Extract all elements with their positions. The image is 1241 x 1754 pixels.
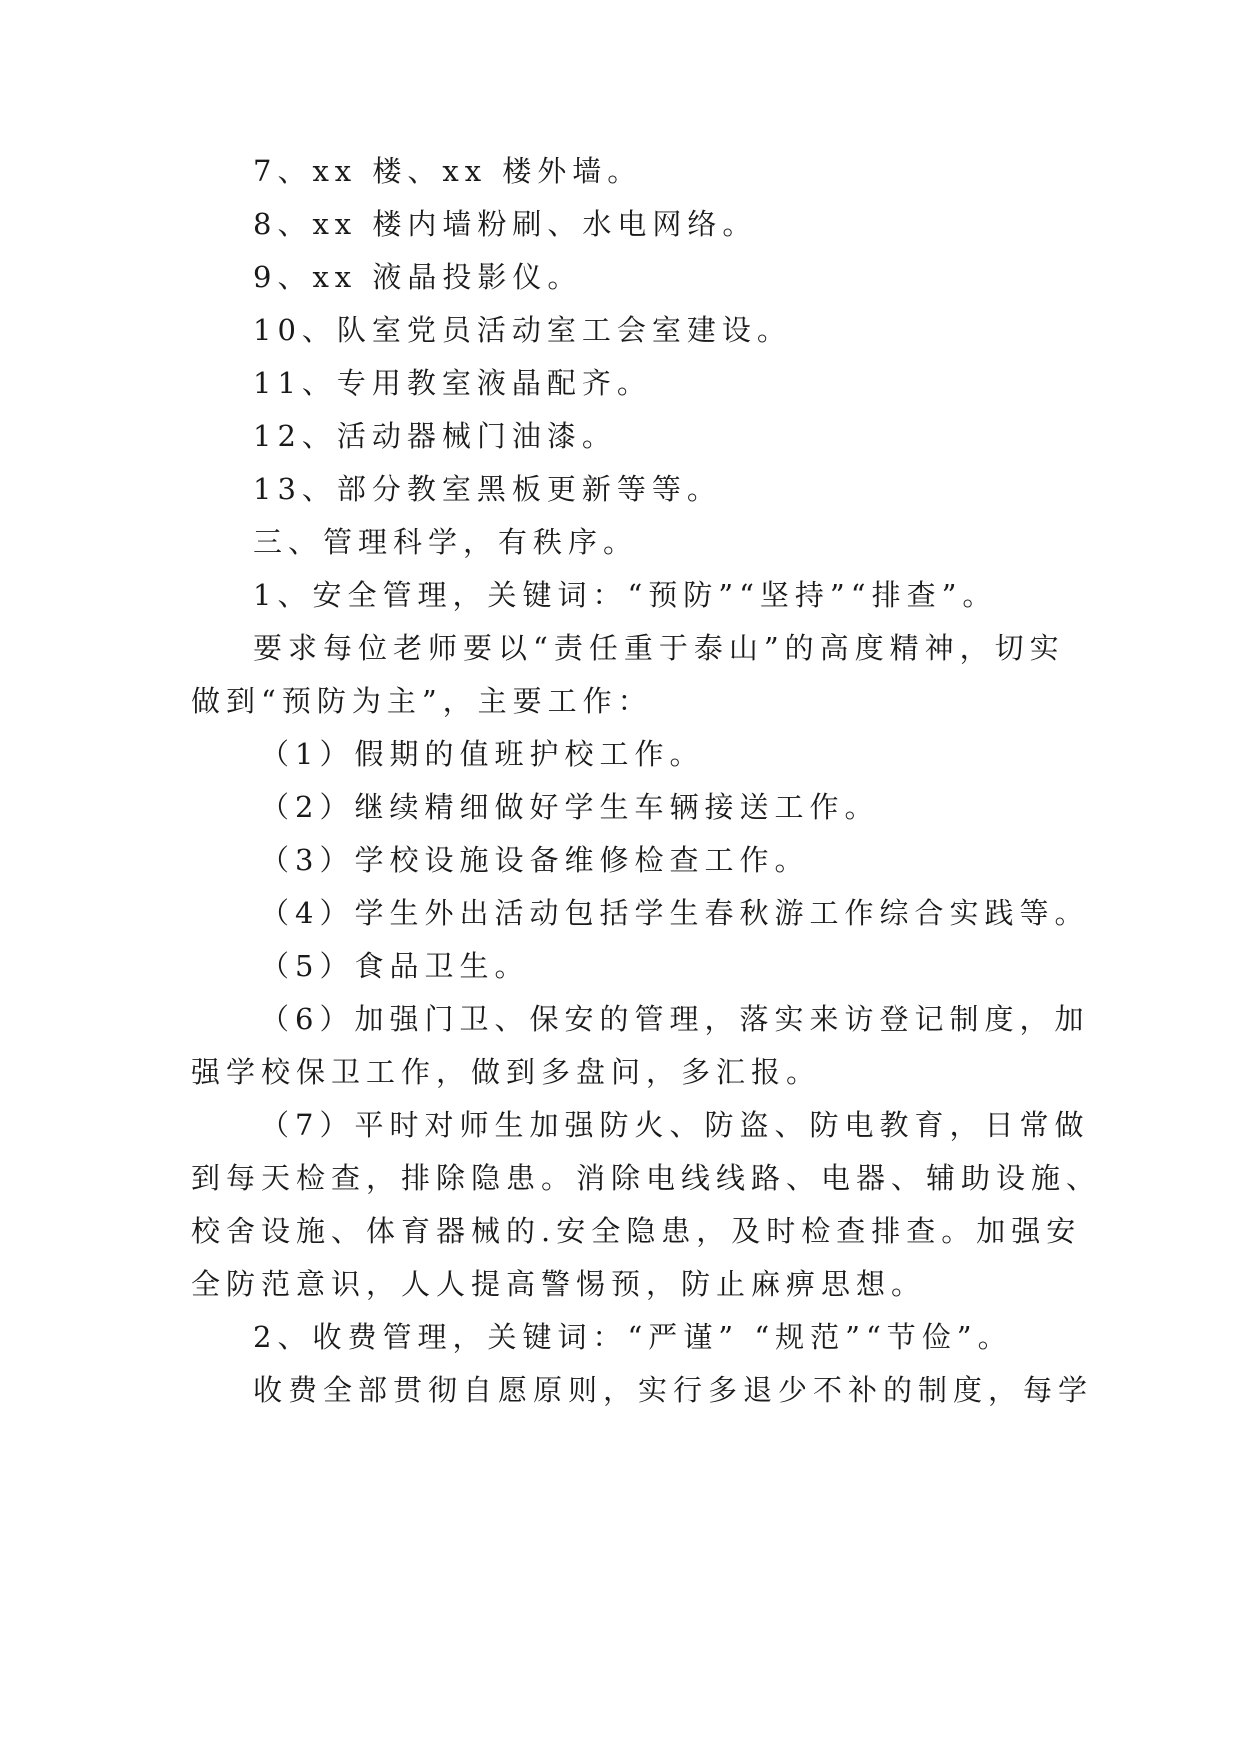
text-line: 强学校保卫工作，做到多盘问，多汇报。 — [191, 1055, 822, 1089]
text-line: 做到“预防为主”，主要工作： — [191, 684, 653, 718]
text-line: （1）假期的值班护校工作。 — [260, 737, 705, 771]
text-line: 9、xx 液晶投影仪。 — [253, 260, 583, 294]
text-line: 到每天检查，排除隐患。消除电线线路、电器、辅助设施、 — [191, 1161, 1102, 1195]
text-line: 7、xx 楼、xx 楼外墙。 — [253, 154, 643, 188]
text-line: 全防范意识，人人提高警惕预，防止麻痹思想。 — [191, 1267, 927, 1301]
text-line: 11、专用教室液晶配齐。 — [253, 366, 652, 400]
text-line: 8、xx 楼内墙粉刷、水电网络。 — [253, 207, 758, 241]
text-line: 要求每位老师要以“责任重于泰山”的高度精神，切实 — [253, 631, 1065, 665]
text-line: （7）平时对师生加强防火、防盗、防电教育，日常做 — [260, 1108, 1090, 1142]
text-line: （3）学校设施设备维修检查工作。 — [260, 843, 810, 877]
text-line: 12、活动器械门油漆。 — [253, 419, 617, 453]
text-line: 1、安全管理，关键词：“预防”“坚持”“排查”。 — [253, 578, 998, 612]
text-line: 收费全部贯彻自愿原则，实行多退少不补的制度，每学 — [253, 1373, 1094, 1407]
text-line: （5）食品卫生。 — [260, 949, 530, 983]
text-line: （4）学生外出活动包括学生春秋游工作综合实践等。 — [260, 896, 1090, 930]
text-line: 校舍设施、体育器械的.安全隐患，及时检查排查。加强安 — [191, 1214, 1082, 1248]
text-line: （6）加强门卫、保安的管理，落实来访登记制度，加 — [260, 1002, 1090, 1036]
text-line: 13、部分教室黑板更新等等。 — [253, 472, 722, 506]
text-line: 10、队室党员活动室工会室建设。 — [253, 313, 792, 347]
text-line: （2）继续精细做好学生车辆接送工作。 — [260, 790, 880, 824]
text-line: 2、收费管理，关键词：“严谨” “规范”“节俭”。 — [253, 1320, 1013, 1354]
section-heading: 三、管理科学，有秩序。 — [253, 525, 639, 559]
